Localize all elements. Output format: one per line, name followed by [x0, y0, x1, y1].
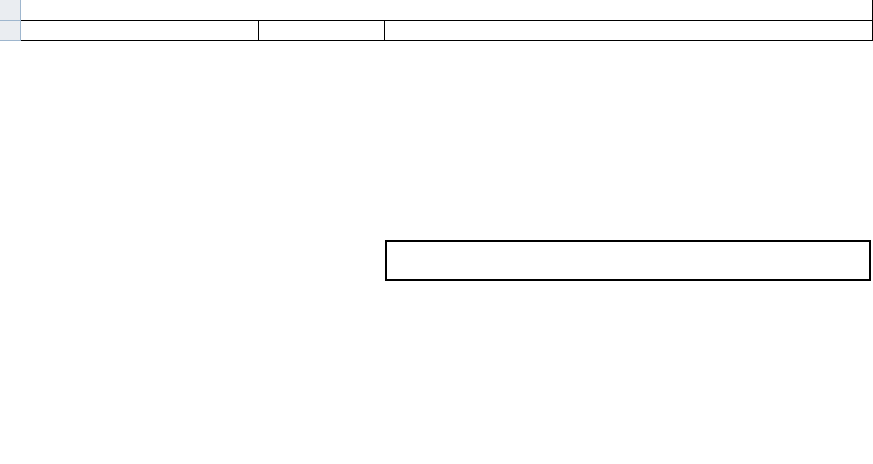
header-row [0, 21, 873, 41]
header-estado[interactable] [259, 21, 385, 41]
row-header[interactable] [0, 0, 21, 21]
row-header[interactable] [0, 21, 21, 41]
header-descricao[interactable] [385, 21, 873, 41]
header-formatar[interactable] [21, 21, 259, 41]
title-row [0, 0, 873, 21]
selected-cell-outline [385, 240, 871, 281]
legend-title[interactable] [21, 0, 873, 21]
